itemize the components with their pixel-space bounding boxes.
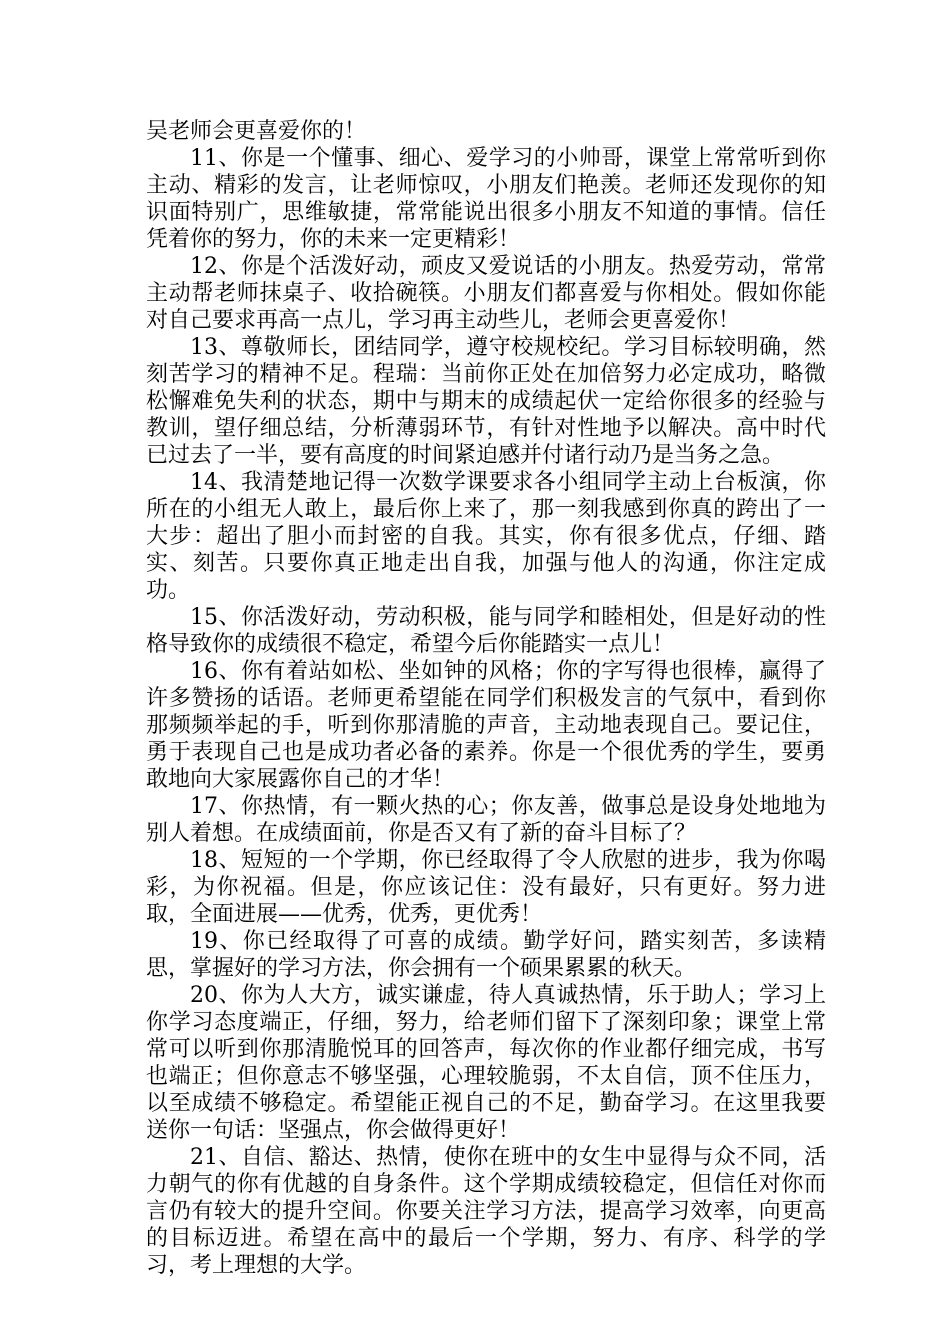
paragraph-comment-16: 16、你有着站如松、坐如钟的风格；你的字写得也很棒，赢得了许多赞扬的话语。老师更希望能在同学们积极发言的气氛中，看到你那频频举起的手，听到你那清脆的声音，主动地表现自己。要记住，勇于表现自己也是成功者必备的素养。你是一个很优秀的学生，要勇敢地向大家展露你自己的才华！ — [146, 659, 826, 792]
paragraph-comment-14: 14、我清楚地记得一次数学课要求各小组同学主动上台板演，你所在的小组无人敢上，最后你上来了，那一刻我感到你真的跨出了一大步：超出了胆小而封密的自我。其实，你有很多优点，仔细、踏实、刻苦。只要你真正地走出自我，加强与他人的沟通，你注定成功。 — [146, 470, 826, 603]
paragraph-comment-21: 21、自信、豁达、热情，使你在班中的女生中显得与众不同，活力朝气的你有优越的自身条件。这个学期成绩较稳定，但信任对你而言仍有较大的提升空间。你要关注学习方法，提高学习效率，向更高的目标迈进。希望在高中的最后一个学期，努力、有序、科学的学习，考上理想的大学。 — [146, 1145, 826, 1278]
paragraph-comment-15: 15、你活泼好动，劳动积极，能与同学和睦相处，但是好动的性格导致你的成绩很不稳定，希望今后你能踏实一点儿！ — [146, 605, 826, 657]
paragraph-comment-11: 11、你是一个懂事、细心、爱学习的小帅哥，课堂上常常听到你主动、精彩的发言，让老师惊叹，小朋友们艳羡。老师还发现你的知识面特别广，思维敏捷，常常能说出很多小朋友不知道的事情。信任凭着你的努力，你的未来一定更精彩！ — [146, 146, 826, 252]
paragraph-comment-18: 18、短短的一个学期，你已经取得了令人欣慰的进步，我为你喝彩，为你祝福。但是，你应该记住：没有最好，只有更好。努力进取，全面进展——优秀，优秀，更优秀！ — [146, 848, 826, 927]
paragraph-comment-17: 17、你热情，有一颗火热的心；你友善，做事总是设身处地地为别人着想。在成绩面前，你是否又有了新的奋斗目标了？ — [146, 794, 826, 846]
paragraph-comment-12: 12、你是个活泼好动，顽皮又爱说话的小朋友。热爱劳动，常常主动帮老师抹桌子、收拾碗筷。小朋友们都喜爱与你相处。假如你能对自己要求再高一点儿，学习再主动些儿，老师会更喜爱你！ — [146, 254, 826, 333]
document-body — [146, 118, 826, 1279]
paragraph-comment-19: 19、你已经取得了可喜的成绩。勤学好问，踏实刻苦，多读精思，掌握好的学习方法，你会拥有一个硕果累累的秋天。 — [146, 929, 826, 981]
paragraph-comment-20: 20、你为人大方，诚实谦虚，待人真诚热情，乐于助人；学习上你学习态度端正，仔细，努力，给老师们留下了深刻印象；课堂上常常可以听到你那清脆悦耳的回答声，每次你的作业都仔细完成，书写也端正；但你意志不够坚强，心理较脆弱，不太自信，顶不住压力，以至成绩不够稳定。希望能正视自己的不足，勤奋学习。在这里我要送你一句话：坚强点，你会做得更好！ — [146, 983, 826, 1143]
paragraph-intro: 吴老师会更喜爱你的！ — [146, 119, 367, 144]
paragraph-comment-13: 13、尊敬师长，团结同学，遵守校规校纪。学习目标较明确，然刻苦学习的精神不足。程瑞：当前你正处在加倍努力必定成功，略微松懈难免失利的状态，期中与期末的成绩起伏一定给你很多的经验与教训，望仔细总结，分析薄弱环节，有针对性地予以解决。高中时代已过去了一半，要有高度的时间紧迫感并付诸行动乃是当务之急。 — [146, 335, 826, 468]
